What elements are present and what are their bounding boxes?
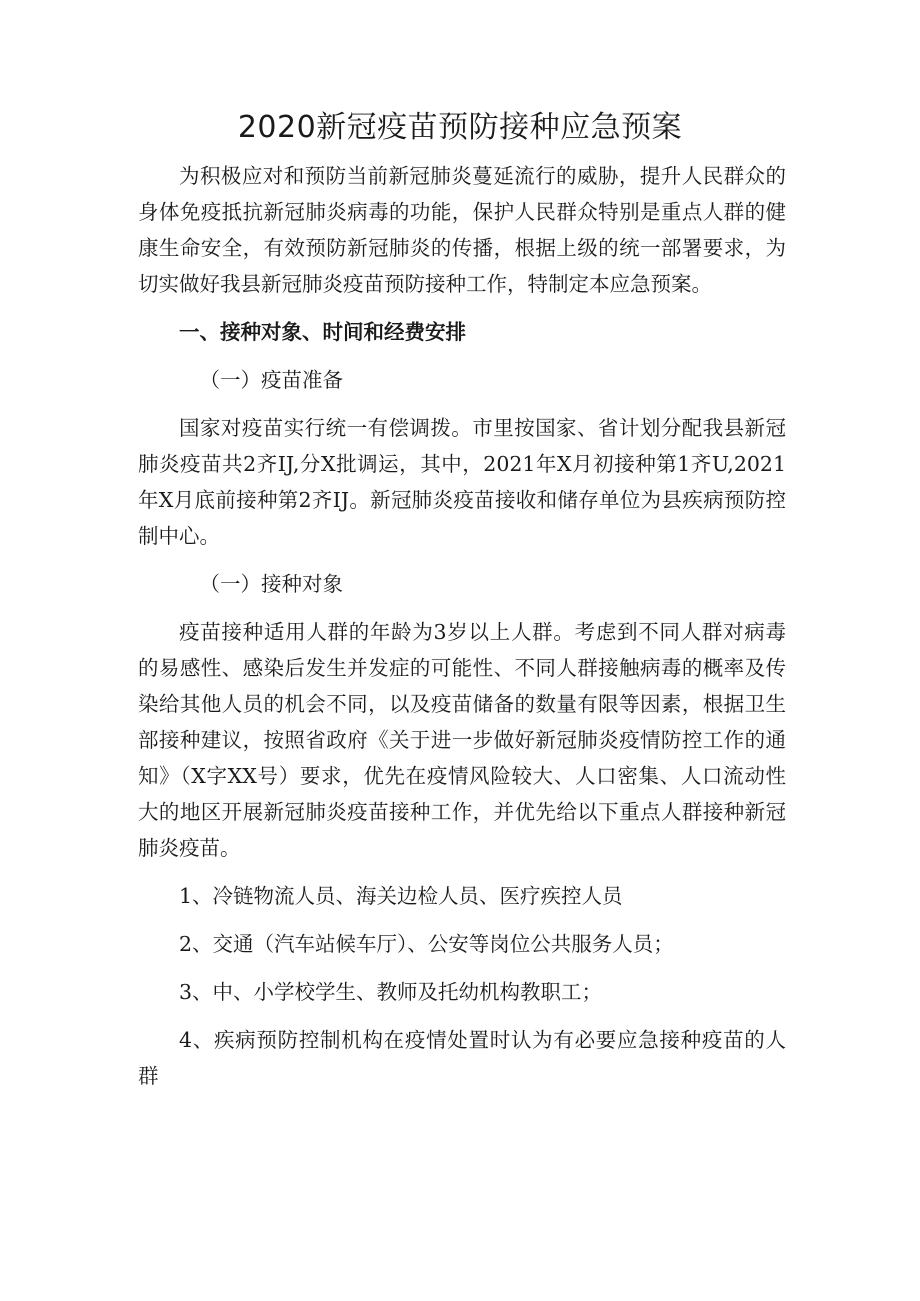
section-heading: 一、接种对象、时间和经费安排 — [179, 320, 466, 344]
target-groups-paragraph: 疫苗接种适用人群的年龄为3岁以上人群。考虑到不同人群对病毒的易感性、感染后发生并发症的可能性、不同人群接触病毒的概率及传染给其他人员的机会不同，以及疫苗储备的数量有限等因素，根据卫生部接种建议，按照省政府《关于进一步做好新冠肺炎疫情防控工作的通知》（X字XX号）要求，优先在疫情风险较大、人口密集、人口流动性大的地区开展新冠肺炎疫苗接种工作，并优先给以下重点人群接种新冠肺炎疫苗。 — [138, 620, 786, 860]
list-item: 2、交通（汽车站候车厅）、公安等岗位公共服务人员； — [179, 932, 674, 956]
document-body — [138, 158, 786, 1106]
vaccine-prep-paragraph: 国家对疫苗实行统一有偿调拨。市里按国家、省计划分配我县新冠肺炎疫苗共2齐IJ,分X批调运，其中，2021年X月初接种第1齐U,2021年X月底前接种第2齐IJ。新冠肺炎疫苗接收和储存单位为县疾病预防控制中心。 — [138, 416, 786, 548]
subsection-heading-target-groups: （一）接种对象 — [199, 572, 343, 596]
list-item: 3、中、小学校学生、教师及托幼机构教职工； — [179, 980, 603, 1004]
intro-paragraph: 为积极应对和预防当前新冠肺炎蔓延流行的威胁，提升人民群众的身体免疫抵抗新冠肺炎病毒的功能，保护人民群众特别是重点人群的健康生命安全，有效预防新冠肺炎的传播，根据上级的统一部署要求，为切实做好我县新冠肺炎疫苗预防接种工作，特制定本应急预案。 — [138, 164, 786, 296]
list-item: 4、疾病预防控制机构在疫情处置时认为有必要应急接种疫苗的人群 — [138, 1028, 786, 1088]
document-title: 2020新冠疫苗预防接种应急预案 — [237, 110, 683, 145]
list-item: 1、冷链物流人员、海关边检人员、医疗疾控人员 — [179, 884, 623, 908]
subsection-heading-vaccine-prep: （一）疫苗准备 — [199, 368, 343, 392]
